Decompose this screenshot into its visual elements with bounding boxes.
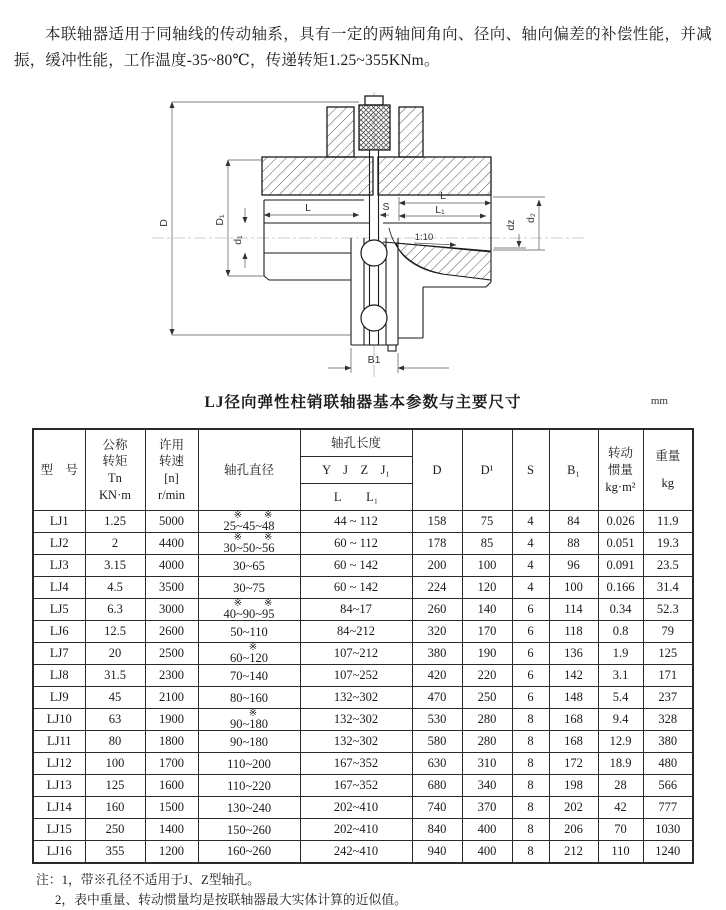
- cell-D1: 280: [462, 731, 512, 753]
- cell-bore-length: 60 ~ 112: [300, 533, 412, 555]
- elastic-element-upper: [361, 240, 387, 266]
- coupling-body: [262, 96, 491, 351]
- cell-D1: 100: [462, 555, 512, 577]
- cell-speed: 1600: [145, 775, 198, 797]
- cell-bore-length: 202~410: [300, 797, 412, 819]
- cell-B1: 88: [549, 533, 598, 555]
- cell-D: 260: [412, 599, 462, 621]
- left-boss-section: [327, 107, 354, 157]
- cell-bore-diameter: [198, 665, 300, 687]
- cell-D: 470: [412, 687, 462, 709]
- header-weight: 重量 kg: [643, 429, 693, 511]
- cell-B1: 148: [549, 687, 598, 709]
- bore-value: 50~110: [230, 624, 268, 639]
- cell-D: 158: [412, 511, 462, 533]
- cell-model: LJ3: [33, 555, 85, 577]
- table-row: [33, 753, 693, 775]
- cell-weight: 19.3: [643, 533, 693, 555]
- table-row: [33, 577, 693, 599]
- cell-speed: 2100: [145, 687, 198, 709]
- cell-bore-length: 84~212: [300, 621, 412, 643]
- left-hub-outline: [264, 200, 369, 280]
- bore-value: 25~45~48: [223, 518, 275, 533]
- bore-asterisk-marks: ※: [248, 707, 264, 719]
- header-torque: 公称 转矩 Tn KN·m: [85, 429, 145, 511]
- cell-weight: 480: [643, 753, 693, 775]
- table-row: [33, 555, 693, 577]
- bore-asterisk-marks: ※ ※: [233, 597, 279, 609]
- coupling-diagram-container: [146, 90, 594, 382]
- cell-S: 4: [512, 555, 549, 577]
- cell-model: LJ7: [33, 643, 85, 665]
- cell-model: LJ6: [33, 621, 85, 643]
- cell-bore-diameter: [198, 687, 300, 709]
- header-bore-length-types: Y J Z J₁: [300, 457, 412, 484]
- cell-torque: 2: [85, 533, 145, 555]
- cell-torque: 4.5: [85, 577, 145, 599]
- cell-D: 178: [412, 533, 462, 555]
- cell-D: 940: [412, 841, 462, 863]
- cell-D1: 85: [462, 533, 512, 555]
- table-row: [33, 621, 693, 643]
- unit-label: mm: [650, 395, 668, 408]
- cell-inertia: 3.1: [598, 665, 643, 687]
- cell-S: 8: [512, 731, 549, 753]
- cell-speed: 1900: [145, 709, 198, 731]
- cell-inertia: 70: [598, 819, 643, 841]
- dim-label-L-right: L: [440, 190, 446, 203]
- cell-torque: 20: [85, 643, 145, 665]
- table-row: [33, 775, 693, 797]
- cell-D1: 370: [462, 797, 512, 819]
- cell-S: 8: [512, 753, 549, 775]
- cell-speed: 4000: [145, 555, 198, 577]
- cell-weight: 1030: [643, 819, 693, 841]
- pin-end-tab: [388, 345, 396, 351]
- dim-label-L-left: L: [305, 202, 311, 215]
- cell-bore-length: 167~352: [300, 753, 412, 775]
- cell-inertia: 0.091: [598, 555, 643, 577]
- dim-label-D: D: [158, 219, 170, 228]
- cell-weight: 237: [643, 687, 693, 709]
- cell-bore-diameter: [198, 709, 300, 731]
- cell-B1: 212: [549, 841, 598, 863]
- table-header: [33, 429, 693, 511]
- cell-B1: 172: [549, 753, 598, 775]
- cell-bore-diameter: [198, 819, 300, 841]
- cell-D: 740: [412, 797, 462, 819]
- cell-bore-diameter: [198, 775, 300, 797]
- cell-weight: 1240: [643, 841, 693, 863]
- cell-D: 200: [412, 555, 462, 577]
- cell-B1: 100: [549, 577, 598, 599]
- cell-bore-diameter: [198, 753, 300, 775]
- right-boss-section: [399, 107, 423, 157]
- cell-D1: 170: [462, 621, 512, 643]
- cell-D: 680: [412, 775, 462, 797]
- table-row: [33, 687, 693, 709]
- cell-torque: 45: [85, 687, 145, 709]
- cell-model: LJ2: [33, 533, 85, 555]
- section-title-row: [0, 390, 726, 414]
- cell-B1: 202: [549, 797, 598, 819]
- cell-D1: 190: [462, 643, 512, 665]
- cell-model: LJ13: [33, 775, 85, 797]
- header-inertia: 转动 惯量 kg·m²: [598, 429, 643, 511]
- cell-D1: 140: [462, 599, 512, 621]
- cell-torque: 355: [85, 841, 145, 863]
- cell-weight: 31.4: [643, 577, 693, 599]
- dim-label-dz: dz: [505, 219, 517, 231]
- parameters-table: [32, 428, 694, 864]
- bore-value: 40~90~95: [223, 606, 275, 621]
- cell-bore-diameter: [198, 797, 300, 819]
- cell-B1: 142: [549, 665, 598, 687]
- bore-value: 160~260: [226, 844, 272, 859]
- cell-torque: 6.3: [85, 599, 145, 621]
- bore-value: 110~200: [227, 756, 271, 771]
- cell-inertia: 0.34: [598, 599, 643, 621]
- cell-S: 6: [512, 599, 549, 621]
- cell-S: 4: [512, 577, 549, 599]
- cell-speed: 1200: [145, 841, 198, 863]
- cell-S: 6: [512, 665, 549, 687]
- cell-weight: 11.9: [643, 511, 693, 533]
- table-row: [33, 643, 693, 665]
- bore-asterisk-marks: ※ ※: [233, 531, 279, 543]
- cell-bore-diameter: [198, 555, 300, 577]
- cell-bore-length: 132~302: [300, 709, 412, 731]
- bore-asterisk-marks: ※: [248, 641, 264, 653]
- table-notes: [36, 871, 726, 910]
- cell-speed: 2500: [145, 643, 198, 665]
- bore-value: 30~65: [233, 558, 265, 573]
- cell-D1: 340: [462, 775, 512, 797]
- cell-D1: 120: [462, 577, 512, 599]
- cell-B1: 168: [549, 731, 598, 753]
- cell-bore-length: 242~410: [300, 841, 412, 863]
- bore-value: 70~140: [229, 668, 268, 683]
- cell-weight: 125: [643, 643, 693, 665]
- dim-label-L1: L₁: [435, 204, 445, 217]
- cell-bore-diameter: [198, 577, 300, 599]
- bore-value: 90~180: [229, 734, 268, 749]
- cell-torque: 63: [85, 709, 145, 731]
- cell-D: 224: [412, 577, 462, 599]
- cell-torque: 160: [85, 797, 145, 819]
- cell-torque: 12.5: [85, 621, 145, 643]
- cell-D1: 310: [462, 753, 512, 775]
- cell-S: 8: [512, 797, 549, 819]
- cell-weight: 328: [643, 709, 693, 731]
- cell-D1: 400: [462, 841, 512, 863]
- cell-model: LJ10: [33, 709, 85, 731]
- cell-inertia: 0.8: [598, 621, 643, 643]
- cell-speed: 1500: [145, 797, 198, 819]
- note-2: 2，表中重量、转动惯量均是按联轴器最大实体计算的近似值。: [55, 892, 407, 907]
- cell-D1: 75: [462, 511, 512, 533]
- dim-label-d2: d₂: [525, 213, 537, 224]
- cell-D: 530: [412, 709, 462, 731]
- cell-bore-length: 202~410: [300, 819, 412, 841]
- cell-D1: 400: [462, 819, 512, 841]
- cell-D: 840: [412, 819, 462, 841]
- cell-model: LJ12: [33, 753, 85, 775]
- bore-value: 110~220: [227, 778, 271, 793]
- table-row: [33, 797, 693, 819]
- cell-S: 8: [512, 709, 549, 731]
- cell-bore-length: 107~252: [300, 665, 412, 687]
- bore-value: 30~75: [233, 580, 265, 595]
- cell-B1: 118: [549, 621, 598, 643]
- cell-S: 6: [512, 687, 549, 709]
- cell-bore-diameter: [198, 511, 300, 533]
- coupling-diagram: [146, 90, 594, 382]
- cell-inertia: 0.026: [598, 511, 643, 533]
- cell-S: 4: [512, 533, 549, 555]
- cell-speed: 3000: [145, 599, 198, 621]
- cell-D: 380: [412, 643, 462, 665]
- cell-S: 4: [512, 511, 549, 533]
- cell-weight: 79: [643, 621, 693, 643]
- header-bore-length-LL1: L L₁: [300, 484, 412, 511]
- cell-bore-diameter: [198, 599, 300, 621]
- cell-bore-length: 60 ~ 142: [300, 577, 412, 599]
- cell-D1: 250: [462, 687, 512, 709]
- cell-weight: 566: [643, 775, 693, 797]
- cell-weight: 52.3: [643, 599, 693, 621]
- bore-asterisk-marks: ※ ※: [233, 509, 279, 521]
- right-flange-section: [378, 157, 491, 195]
- cell-bore-length: 84~17: [300, 599, 412, 621]
- cell-model: LJ8: [33, 665, 85, 687]
- cell-bore-length: 132~302: [300, 731, 412, 753]
- cell-model: LJ15: [33, 819, 85, 841]
- table-row: [33, 665, 693, 687]
- document-page: [0, 16, 726, 907]
- table-body: [33, 511, 693, 863]
- bore-value: 90~180: [229, 716, 268, 731]
- right-hub-taper-section: [396, 243, 491, 280]
- pin-cap: [365, 96, 383, 105]
- cell-speed: 2300: [145, 665, 198, 687]
- cell-bore-diameter: [198, 731, 300, 753]
- dim-label-D1: D₁: [214, 214, 226, 226]
- cell-model: LJ14: [33, 797, 85, 819]
- cell-weight: 777: [643, 797, 693, 819]
- cell-weight: 23.5: [643, 555, 693, 577]
- cell-torque: 125: [85, 775, 145, 797]
- cell-D1: 280: [462, 709, 512, 731]
- cell-speed: 1700: [145, 753, 198, 775]
- intro-paragraph: 本联轴器适用于同轴线的传动轴系，具有一定的两轴间角向、径向、轴向偏差的补偿性能，并减振，缓冲性能，工作温度-35~80℃，传递转矩1.25~355KNm。: [14, 25, 712, 70]
- dim-label-S: S: [382, 201, 390, 214]
- cell-B1: 114: [549, 599, 598, 621]
- cell-inertia: 110: [598, 841, 643, 863]
- cell-model: LJ16: [33, 841, 85, 863]
- cell-bore-length: 167~352: [300, 775, 412, 797]
- cell-weight: 380: [643, 731, 693, 753]
- cell-bore-diameter: [198, 643, 300, 665]
- header-bore-length-group: 轴孔长度: [300, 429, 412, 457]
- cell-torque: 250: [85, 819, 145, 841]
- left-flange-section: [262, 157, 373, 195]
- cell-inertia: 0.051: [598, 533, 643, 555]
- table-row: [33, 819, 693, 841]
- cell-speed: 4400: [145, 533, 198, 555]
- bore-value: 80~160: [229, 690, 268, 705]
- cell-D: 630: [412, 753, 462, 775]
- cell-bore-diameter: [198, 533, 300, 555]
- header-B1: B₁: [549, 429, 598, 511]
- cell-bore-length: 107~212: [300, 643, 412, 665]
- cell-speed: 2600: [145, 621, 198, 643]
- cell-inertia: 5.4: [598, 687, 643, 709]
- bore-value: 30~50~56: [223, 540, 275, 555]
- cell-B1: 84: [549, 511, 598, 533]
- cell-speed: 1400: [145, 819, 198, 841]
- header-D: D: [412, 429, 462, 511]
- cell-D: 320: [412, 621, 462, 643]
- header-S: S: [512, 429, 549, 511]
- cell-torque: 80: [85, 731, 145, 753]
- header-speed: 许用 转速 [n] r/min: [145, 429, 198, 511]
- dim-label-d1: d₁: [232, 235, 244, 246]
- cell-model: LJ11: [33, 731, 85, 753]
- section-title: LJ径向弹性柱销联轴器基本参数与主要尺寸: [204, 394, 522, 412]
- cell-bore-length: 132~302: [300, 687, 412, 709]
- cell-weight: 171: [643, 665, 693, 687]
- cell-D: 580: [412, 731, 462, 753]
- note-1: 注：1，带※孔径不适用于J、Z型轴孔。: [36, 872, 260, 887]
- cell-S: 6: [512, 621, 549, 643]
- cell-B1: 168: [549, 709, 598, 731]
- cell-B1: 136: [549, 643, 598, 665]
- cell-model: LJ4: [33, 577, 85, 599]
- cell-S: 8: [512, 819, 549, 841]
- cell-bore-diameter: [198, 621, 300, 643]
- header-bore-diameter: 轴孔直径: [198, 429, 300, 511]
- cell-B1: 206: [549, 819, 598, 841]
- cell-model: LJ5: [33, 599, 85, 621]
- cell-inertia: 12.9: [598, 731, 643, 753]
- cell-torque: 31.5: [85, 665, 145, 687]
- cell-speed: 1800: [145, 731, 198, 753]
- cell-S: 8: [512, 775, 549, 797]
- knurled-plug: [359, 105, 390, 150]
- cell-bore-length: 60 ~ 142: [300, 555, 412, 577]
- table-row: [33, 731, 693, 753]
- cell-inertia: 28: [598, 775, 643, 797]
- cell-bore-diameter: [198, 841, 300, 863]
- elastic-element-lower: [361, 305, 387, 331]
- cell-speed: 3500: [145, 577, 198, 599]
- header-D1: D¹: [462, 429, 512, 511]
- header-model: 型 号: [33, 429, 85, 511]
- table-row: [33, 841, 693, 863]
- cell-model: LJ1: [33, 511, 85, 533]
- table-row: [33, 709, 693, 731]
- cell-torque: 1.25: [85, 511, 145, 533]
- cell-inertia: 18.9: [598, 753, 643, 775]
- cell-D: 420: [412, 665, 462, 687]
- table-row: [33, 511, 693, 533]
- cell-inertia: 9.4: [598, 709, 643, 731]
- cell-inertia: 1.9: [598, 643, 643, 665]
- cell-bore-length: 44 ~ 112: [300, 511, 412, 533]
- bore-value: 130~240: [226, 800, 272, 815]
- table-row: [33, 533, 693, 555]
- cell-inertia: 0.166: [598, 577, 643, 599]
- dim-label-B1: B1: [367, 354, 381, 367]
- cell-S: 8: [512, 841, 549, 863]
- cell-torque: 100: [85, 753, 145, 775]
- cell-B1: 198: [549, 775, 598, 797]
- cell-D1: 220: [462, 665, 512, 687]
- cell-torque: 3.15: [85, 555, 145, 577]
- bore-value: 150~260: [226, 822, 272, 837]
- cell-speed: 5000: [145, 511, 198, 533]
- table-row: [33, 599, 693, 621]
- taper-label: 1:10: [414, 232, 434, 244]
- cell-B1: 96: [549, 555, 598, 577]
- bore-value: 60~120: [229, 650, 268, 665]
- cell-inertia: 42: [598, 797, 643, 819]
- cell-model: LJ9: [33, 687, 85, 709]
- cell-S: 6: [512, 643, 549, 665]
